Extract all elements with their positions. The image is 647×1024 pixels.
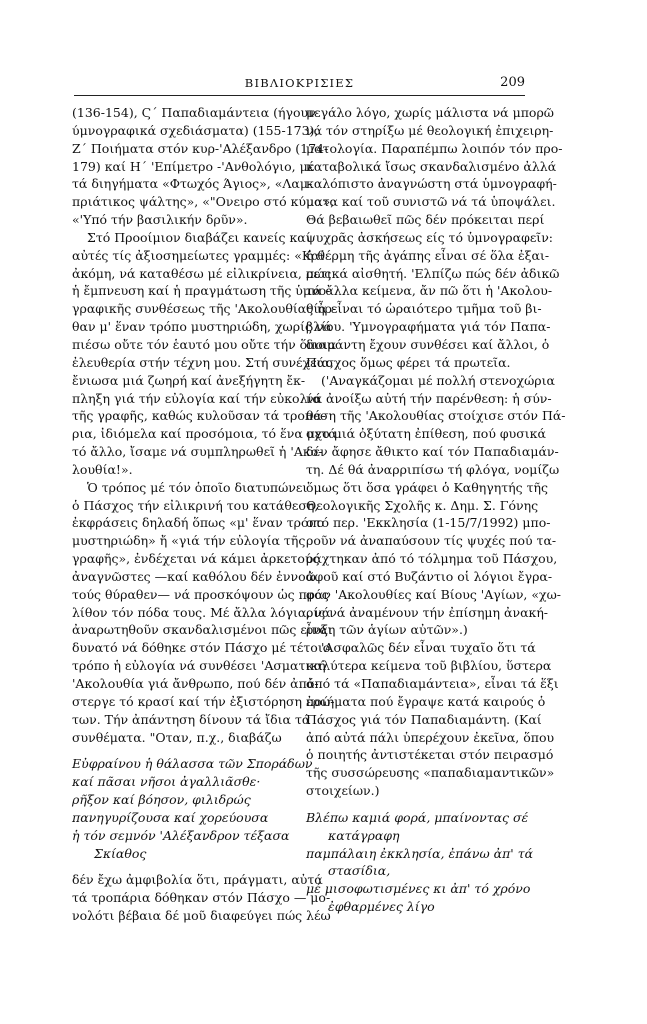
text-line: τά διηγήματα «Φτωχός Άγιος», «Λαμ- (72, 176, 313, 192)
text-line: ρετικά αἰσθητή. 'Ελπίζω πώς δέν ἀδικῶ (306, 265, 560, 281)
paragraph (72, 871, 331, 925)
text-line: μυστηριώδη» ἤ «γιά τήν εὐλογία τῆς (72, 533, 306, 549)
text-line: γραφῆς», ἐνδέχεται νά κάμει ἀρκετούς (72, 551, 320, 567)
text-line: τη. Δέ θά ἀναρριπίσω τή φλόγα, νομίζω (306, 461, 560, 477)
text-line: ἀπό τά «Παπαδιαμάντεια», εἶναι τά ἕξι (306, 676, 559, 691)
verse-line: μέ μισοφωτισμένες κι ἀπ' τό χρόνο (306, 881, 531, 897)
text-line: Πάσχος γιά τόν Παπαδιαμάντη. (Καί (306, 711, 542, 727)
text-line: ('Αναγκάζομαι μέ πολλή στενοχώρια (321, 372, 555, 388)
text-line: καταβολικά ἴσως σκανδαλισμένο ἀλλά (306, 158, 557, 174)
verse-line: κατάγραφη (328, 827, 400, 843)
text-line: ροῦν νά ἀναπαύσουν τίς ψυχές πού τα- (306, 533, 557, 549)
text-line: Θεολογικῆς Σχολῆς κ. Δημ. Σ. Γόνης (306, 497, 539, 513)
text-line: δέν ἔχω ἀμφιβολία ὅτι, πράγματι, αὐτά (72, 872, 323, 888)
text-line: ματολογία. Παραπέμπω λοιπόν τόν προ- (306, 140, 563, 156)
text-line: τά ἄλλα κείμενα, ἄν πῶ ὅτι ἡ 'Ακολου- (306, 283, 553, 299)
text-line: λουθία!». (72, 461, 133, 477)
text-line: τούς θύραθεν— νά προσκόψουν ὡς πρός (72, 586, 329, 602)
text-line: «'Υπό τήν βασιλικήν δρῦν». (72, 212, 248, 228)
text-line: των. Τήν ἀπάντηση δίνουν τά ἴδια τά (72, 711, 311, 727)
verse-line: ἐφθαρμένες λίγο (328, 899, 435, 915)
text-line: δυνατό νά δόθηκε στόν Πάσχο μέ τέτοιο (72, 640, 331, 656)
page-number: 209 (500, 75, 525, 90)
spacer (72, 746, 294, 755)
header-rule (74, 95, 525, 96)
paragraph (72, 479, 335, 747)
verse-line: Βλέπω καμιά φορά, μπαίνοντας σέ (306, 809, 529, 825)
text-line: δέν ἄφησε ἄθικτο καί τόν Παπαδιαμάν- (306, 444, 559, 460)
text-line: καλόπιστο ἀναγνώστη στά ὑμνογραφή- (306, 176, 557, 192)
verse-line: στασίδια, (328, 863, 391, 879)
text-line: 179) καί Η΄ 'Επίμετρο -'Ανθολόγιο, μέ (72, 158, 315, 174)
text-line: στό περ. 'Εκκλησία (1-15/7/1992) μπο- (306, 515, 551, 531)
verse-block (72, 755, 313, 862)
text-line: λίθον τόν πόδα τους. Μέ ἄλλα λόγια, νά (72, 604, 331, 620)
running-title: ΒΙΒΛΙΟΚΡΙΣΙΕΣ (244, 76, 355, 90)
spacer (72, 862, 294, 871)
verse-line: Εὐφραίνου ἡ θάλασσα τῶν Σποράδων (72, 756, 313, 772)
text-line: ἀφοῦ καί στό Βυζάντιο οἱ λόγιοι ἔγρα- (306, 568, 553, 584)
text-line: 'Ασφαλῶς δέν εἶναι τυχαῖο ὅτι τά (321, 640, 536, 656)
text-line: στεργε τό κρασί καί τήν ἐξιστόρηση ἐρώ- (72, 693, 335, 709)
text-line: ύμνογραφικά σχεδιάσματα) (155-173), (72, 122, 319, 138)
text-line: αὐτές τίς ἀξιοσημείωτες γραμμές: «Καί (72, 247, 325, 263)
text-line: ἡ θέρμη τῆς ἀγάπης εἶναι σέ ὅλα ἐξαι- (306, 247, 550, 263)
text-line: πριάτικος ψάλτης», «"Ονειρο στό κύμα», (72, 194, 335, 210)
text-line: καλύτερα κείμενα τοῦ βιβλίου, ὕστερα (306, 658, 552, 674)
text-line: τό ἄλλο, ἴσαμε νά συμπληρωθεῖ ἡ 'Ακο- (72, 444, 323, 460)
text-line: θία εἶναι τό ὡραιότερο τμῆμα τοῦ βι- (306, 301, 542, 317)
text-line: ματα καί τοῦ συνιστῶ νά τά ὑποψάλει. (306, 194, 556, 210)
text-line: ἐλευθερία στήν τέχνη μου. Στή συνέχεια, (72, 354, 334, 370)
right-column (306, 104, 566, 916)
text-line: ἀκόμη, νά καταθέσω μέ εἰλικρίνεια, πώς (72, 265, 332, 281)
text-line: ἀπό αὐτά πάλι ὑπερέχουν ἐκεῖνα, ὅπου (306, 729, 555, 745)
text-line: ρυξη τῶν ἁγίων αὐτῶν».) (306, 622, 468, 638)
text-line: ἀναρωτηθοῦν σκανδαλισμένοι πῶς εἶναι (72, 622, 333, 638)
text-line: διαμάντη ἔχουν συνθέσει καί ἄλλοι, ὁ (306, 336, 550, 352)
text-line: βλίου. 'Υμνογραφήματα γιά τόν Παπα- (306, 319, 551, 335)
text-line: Στό Προοίμιον διαβάζει κανείς καί (87, 229, 311, 245)
text-line: πληξη γιά τήν εὐλογία καί τήν εὐκολία (72, 390, 321, 406)
text-line: συνθέματα. "Οταν, π.χ., διαβάζω (72, 729, 282, 745)
verse-block (306, 809, 534, 916)
left-column (72, 104, 337, 925)
verse-line: Σκίαθος (94, 845, 147, 861)
text-line: τῆς συσσώρευσης «παπαδιαμαντικῶν» (306, 765, 555, 781)
verse-line: πανηγυρίζουσα καί χορεύουσα (72, 809, 269, 825)
text-line: ρια, ἰδιόμελα καί προσόμοια, τό ἕνα μετά (72, 426, 337, 442)
text-line: τῆς γραφῆς, καθώς κυλοῦσαν τά τροπά- (72, 408, 326, 424)
paragraph (306, 372, 566, 640)
text-line: Θά βεβαιωθεῖ πῶς δέν πρόκειται περί (306, 212, 545, 228)
text-line: ὅμως ὅτι ὅσα γράφει ὁ Καθηγητής τῆς (306, 479, 549, 495)
text-line: τά τροπάρια δόθηκαν στόν Πάσχο — μο- (72, 890, 331, 906)
text-line: τρόπο ἡ εὐλογία νά συνθέσει 'Ασματική (72, 658, 326, 674)
paragraph (72, 104, 335, 229)
verse-line: ρῆξον καί βόησον, φιλιδρώς (72, 792, 251, 808)
text-line: σχο μιά ὀξύτατη ἐπίθεση, πού φυσικά (306, 426, 546, 442)
text-line: Πάσχος ὅμως φέρει τά πρωτεῖα. (306, 354, 511, 370)
text-line: ψυχρᾶς ἀσκήσεως είς τό ὑμνογραφεῖν: (306, 229, 554, 245)
text-line: θαν μ' ἕναν τρόπο μυστηριώδη, χωρίς νά (72, 319, 332, 335)
page-header (74, 76, 525, 94)
text-line: Ὁ τρόπος μέ τόν ὁποῖο διατυπώνει (87, 479, 308, 495)
text-line: 'Ακολουθία γιά ἄνθρωπο, πού δέν ἀπό- (72, 676, 319, 691)
text-line: ἡ ἔμπνευση καί ἡ πραγμάτωση τῆς ὑμνο- (72, 283, 331, 299)
verse-line: ἡ τόν σεμνόν 'Αλέξανδρον τέξασα (72, 827, 290, 843)
text-line: Ζ΄ Ποιήματα στόν κυρ-'Αλέξανδρο (174- (72, 140, 329, 156)
text-line: ρίς νά ἀναμένουν τήν ἐπίσημη ἀνακή- (306, 604, 549, 620)
text-line: ποιήματα πού ἔγραψε κατά καιρούς ὁ (306, 693, 546, 709)
paragraph (306, 104, 563, 372)
text-line: ράχτηκαν ἀπό τό τόλμημα τοῦ Πάσχου, (306, 551, 558, 567)
text-line: νολότι βέβαια δέ μοῦ διαφεύγει πώς λέω (72, 908, 331, 924)
text-line: στοιχείων.) (306, 783, 380, 799)
text-line: νά τόν στηρίξω μέ θεολογική ἐπιχειρη- (306, 122, 554, 138)
spacer (306, 800, 528, 809)
text-line: ἔνιωσα μιά ζωηρή καί ἀνεξήγητη ἔκ- (72, 372, 306, 388)
text-line: φαν 'Ακολουθίες καί Βίους 'Αγίων, «χω- (306, 586, 562, 602)
text-line: νά ἀνοίξω αὐτή τήν παρένθεση: ἡ σύν- (306, 390, 552, 406)
verse-line: παμπάλαιη ἐκκλησία, ἐπάνω ἀπ' τά (306, 845, 534, 861)
text-line: θεση τῆς 'Ακολουθίας στοίχισε στόν Πά- (306, 408, 566, 424)
text-line: ὁ ποιητής ἀντιστέκεται στόν πειρασμό (306, 747, 554, 763)
text-line: (136-154), Ϛ΄ Παπαδιαμάντεια (ήγουν (72, 105, 316, 120)
text-line: πιέσω οὔτε τόν ἑαυτό μου οὔτε τήν ὅποια (72, 336, 337, 352)
text-line: ἀναγνῶστες —καί καθόλου δέν ἐννοῶ (72, 568, 316, 584)
text-line: μεγάλο λόγο, χωρίς μάλιστα νά μπορῶ (306, 105, 554, 120)
text-line: ὁ Πάσχος τήν εἰλικρινή του κατάθεση, (72, 497, 319, 513)
verse-line: καί πᾶσαι νῆσοι ἀγαλλιᾶσθε· (72, 774, 261, 790)
paragraph (306, 639, 559, 800)
text-line: γραφικῆς συνθέσεως τῆς 'Ακολουθίας ἦρ- (72, 301, 337, 317)
text-line: ἐκφράσεις δηλαδή ὅπως «μ' ἕναν τρόπο (72, 515, 325, 531)
paragraph (72, 229, 337, 479)
